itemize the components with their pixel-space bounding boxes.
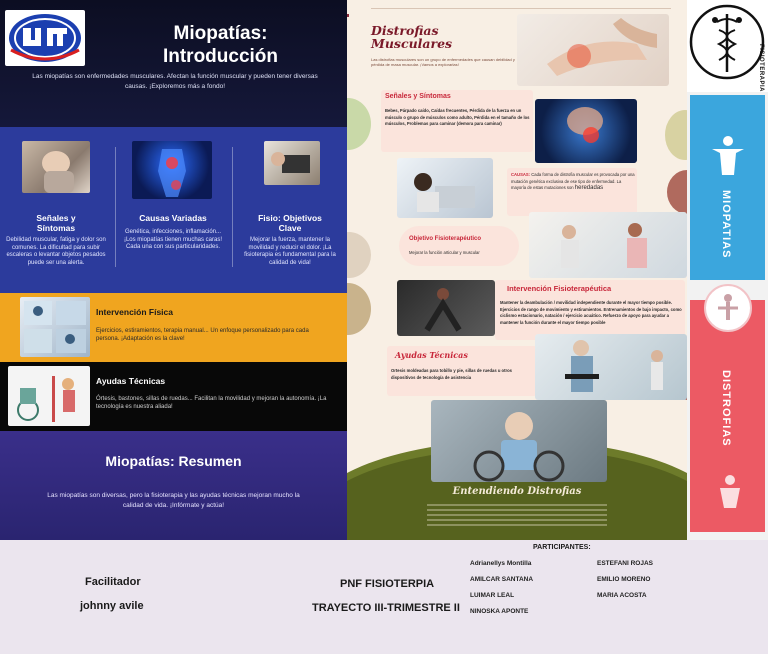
distrofias-subtitle: Las distrofias musculares son un grupo de enfermedades que causan debilidad y pérdida de masa muscular. ¡Vamos a explorarlas! xyxy=(371,57,515,67)
card-signs-title-line2: Síntomas xyxy=(36,223,76,233)
participant: ESTEFANI ROJAS xyxy=(597,560,653,567)
laptop-user-photo xyxy=(397,158,493,218)
program-name: PNF FISIOTERPIA xyxy=(340,578,435,590)
facilitator-label: Facilitador xyxy=(85,576,141,588)
shoulder-pain-photo xyxy=(22,141,90,193)
distrofias-panel xyxy=(347,0,687,540)
distrofias-band xyxy=(690,300,765,532)
card-physio-goals-title-line2: Clave xyxy=(278,223,302,233)
physiotherapy-collage-image xyxy=(20,297,90,357)
physical-intervention-title: Intervención Física xyxy=(96,307,173,317)
credits-footer xyxy=(0,540,768,654)
causes-body: Cada forma de distrofia muscular es provocada por una mutación genética exclusiva de ese tipo de enfermedad. La mayoría de estas mutaciones son xyxy=(511,172,635,190)
cards-section xyxy=(0,127,347,293)
decorative-blob xyxy=(347,232,371,278)
participant: NINOSKA APONTE xyxy=(470,608,529,615)
understanding-title: Entendiendo Distrofias xyxy=(452,486,582,497)
card-physio-goals xyxy=(234,141,346,281)
intro-title-line2: Introducción xyxy=(162,46,279,67)
divider xyxy=(347,14,349,17)
elbow-pain-photo xyxy=(517,14,669,86)
card-signs-description: Debilidad muscular, fatiga y dolor son comunes. La dificultad para subir escaleras o levantar objetos pesados puede ser una alerta. xyxy=(6,237,106,266)
divider xyxy=(232,147,233,267)
technical-aids-title: Ayudas Técnicas xyxy=(96,376,166,386)
summary-title: Miopatías: Resumen xyxy=(105,453,242,469)
physical-intervention-description: Ejercicios, estiramientos, terapia manual... Un enfoque personalizado para cada persona. ¡Adaptación es la clave! xyxy=(96,328,309,342)
signs-heading: Señales y Síntomas xyxy=(385,93,451,100)
card-physio-goals-description: Mejorar la fuerza, mantener la movilidad y reducir el dolor. ¡La fisioterapia es fundamental para la calidad de vida! xyxy=(244,237,336,266)
causes-label: CAUSAS: xyxy=(511,172,531,177)
human-figure-icon xyxy=(690,131,765,181)
causes-text xyxy=(511,172,635,192)
decorative-blob xyxy=(347,283,371,335)
distrofias-title-line2: Musculares xyxy=(371,36,453,51)
summary-section xyxy=(0,431,347,540)
neck-pain-photo xyxy=(535,99,637,163)
decorative-blob xyxy=(665,110,687,160)
distrofias-title xyxy=(371,24,511,50)
divider xyxy=(115,147,116,267)
decorative-blob xyxy=(347,98,371,150)
fisioterapia-logo xyxy=(687,0,768,92)
participant: Adrianellys Montilla xyxy=(470,560,532,567)
intro-title xyxy=(98,22,343,68)
card-physio-goals-title-line1: Fisio: Objetivos xyxy=(258,213,322,223)
walking-aid-photo xyxy=(535,334,687,400)
miopatias-label: MIOPATIAS xyxy=(720,190,732,259)
intervention-text: Mantener la deambulación / movilidad independiente durante el mayor tiempo posible. Ejercicios de rango de movimiento y estiramientos. Entrenamientos de bajo impacto, como ciclismo estacionario, natación / ejercicio acuático. Refuerzo de apoyo para ayudar a mantener la función durante el mayor tiempo posible xyxy=(500,300,682,325)
causes-emphasis: heredadas xyxy=(574,185,604,191)
intro-title-line1: Miopatías: xyxy=(173,23,268,44)
decorative-blob xyxy=(667,170,687,214)
distrofias-title-line1: Distrofias xyxy=(371,23,439,38)
objective-heading: Objetivo Fisioterapéutico xyxy=(409,236,482,242)
card-causes-description: Genética, infecciones, inflamación... ¡Los miopatías tienen muchas caras! Cada una con sus particularidades. xyxy=(123,229,223,250)
faded-text-lines xyxy=(427,504,607,526)
card-signs-title xyxy=(0,213,112,233)
participants-label: PARTICIPANTES: xyxy=(533,544,591,551)
muscle-anatomy-photo xyxy=(132,141,212,199)
laptop-patient-photo xyxy=(264,141,320,185)
university-logo xyxy=(5,10,85,66)
objective-box xyxy=(399,226,519,266)
card-causes-title-line1: Causas Variadas xyxy=(139,213,207,223)
participant: LUIMAR LEAL xyxy=(470,592,515,599)
technical-aids-section xyxy=(0,362,347,431)
intro-section xyxy=(0,0,347,127)
exercise-photo xyxy=(397,280,495,336)
human-figure-icon xyxy=(690,472,765,512)
card-causes xyxy=(117,141,229,281)
logo-text: FISIOTERAPIA xyxy=(758,44,764,93)
fisioterapia-sidebar xyxy=(687,0,768,540)
physical-intervention-section xyxy=(0,293,347,362)
aids-heading: Ayudas Técnicas xyxy=(395,350,468,360)
divider xyxy=(371,8,671,9)
trayecto-label: TRAYECTO III-TRIMESTRE II xyxy=(312,602,460,614)
miopatias-panel xyxy=(0,0,347,540)
participant: EMILIO MORENO xyxy=(597,576,651,583)
intro-description: Las miopatías son enfermedades musculares. Afectan la función muscular y pueden tener diversas causas. ¡Exploremos más a fondo! xyxy=(32,73,318,90)
child-wheelchair-photo xyxy=(431,400,607,482)
clinic-therapy-photo xyxy=(529,212,687,278)
facilitator-name: johnny avile xyxy=(80,600,144,612)
skeleton-icon xyxy=(704,284,752,332)
participant: AMILCAR SANTANA xyxy=(470,576,534,583)
participant: MARIA ACOSTA xyxy=(597,592,647,599)
card-signs-title-line1: Señales y xyxy=(36,213,76,223)
intervention-heading: Intervención Fisioterapéutica xyxy=(507,284,612,293)
card-causes-title xyxy=(117,213,229,223)
technical-aids-description: Órtesis, bastones, sillas de ruedas... Facilitan la movilidad y mejoran la autonomía. ¡La tecnología es nuestra aliada! xyxy=(96,396,327,410)
mobility-aids-illustration xyxy=(8,366,90,426)
card-signs xyxy=(0,141,112,281)
aids-text: Ortesis moldeadas para tobillo y pie, sillas de ruedas u otros dispositivos de tecnología de asistencia xyxy=(391,368,513,380)
distrofias-label: DISTROFIAS xyxy=(720,370,732,447)
card-physio-goals-title xyxy=(234,213,346,233)
summary-description: Las miopatías son diversas, pero la fisioterapia y las ayudas técnicas mejoran mucho la calidad de vida. ¡Infórmate y actúa! xyxy=(47,492,300,509)
miopatias-band xyxy=(690,95,765,280)
objective-text: Mejorar la función articular y muscular xyxy=(409,250,480,255)
signs-text: Bebes, Párpado caído, Caídas frecuentes, Pérdida de la fuerza en un músculo o grupo de músculos como adulto, Pérdida en el tamaño de los músculos, Problemas para caminar (demora para caminar) xyxy=(385,108,530,126)
